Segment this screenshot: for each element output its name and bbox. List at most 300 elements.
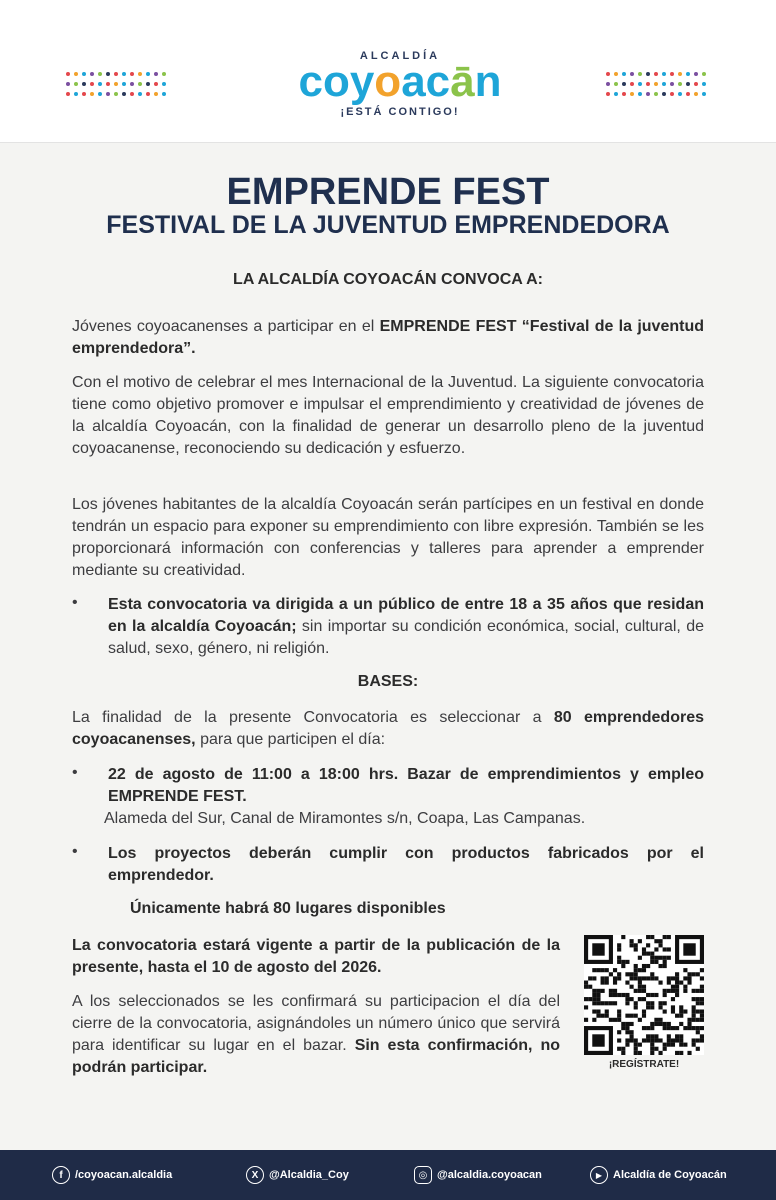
- qr-module: [687, 1051, 691, 1055]
- qr-module: [605, 981, 609, 985]
- qr-module: [621, 1047, 625, 1051]
- qr-module: [646, 1026, 650, 1030]
- qr-module: [654, 976, 658, 980]
- qr-module: [634, 976, 638, 980]
- qr-module: [646, 993, 650, 997]
- registration-qr-code[interactable]: [584, 935, 704, 1055]
- youtube-link[interactable]: [590, 1165, 727, 1185]
- qr-module: [683, 976, 687, 980]
- decorative-dot: [630, 92, 634, 96]
- qr-module: [630, 997, 634, 1001]
- decorative-dot: [694, 92, 698, 96]
- qr-module: [601, 989, 605, 993]
- decorative-dot: [146, 92, 150, 96]
- decorative-dot: [654, 92, 658, 96]
- decorative-dot: [646, 92, 650, 96]
- qr-module: [605, 1001, 609, 1005]
- event-location: Alameda del Sur, Canal de Miramontes s/n, Coapa, Las Campanas.: [104, 810, 586, 827]
- qr-module: [700, 1026, 704, 1030]
- qr-module: [605, 976, 609, 980]
- qr-module: [700, 997, 704, 1001]
- qr-module: [658, 1005, 662, 1009]
- qr-module: [613, 1018, 617, 1022]
- qr-module: [642, 947, 646, 951]
- decorative-dot: [670, 72, 674, 76]
- qr-module: [687, 976, 691, 980]
- qr-module: [654, 947, 658, 951]
- qr-module: [625, 1022, 629, 1026]
- qr-module: [658, 981, 662, 985]
- bases-heading: BASES:: [357, 673, 419, 690]
- decorative-dot: [702, 92, 706, 96]
- qr-module: [675, 1014, 679, 1018]
- qr-module: [683, 943, 695, 955]
- qr-module: [658, 1051, 662, 1055]
- qr-module: [625, 1026, 629, 1030]
- qr-module: [696, 1038, 700, 1042]
- youtube-icon: ▶: [590, 1166, 608, 1184]
- qr-module: [692, 972, 696, 976]
- instagram-icon: ◎: [414, 1166, 432, 1184]
- qr-module: [650, 1005, 654, 1009]
- qr-module: [596, 968, 600, 972]
- decorative-dot: [98, 92, 102, 96]
- qr-module: [642, 997, 646, 1001]
- qr-module: [630, 1034, 634, 1038]
- qr-module: [700, 1001, 704, 1005]
- decorative-dot: [670, 92, 674, 96]
- qr-module: [675, 1038, 679, 1042]
- qr-module: [692, 1026, 696, 1030]
- qr-module: [634, 964, 638, 968]
- instagram-link[interactable]: [414, 1165, 542, 1185]
- qr-module: [605, 1009, 609, 1013]
- qr-module: [584, 1018, 588, 1022]
- qr-module: [679, 1043, 683, 1047]
- qr-module: [609, 1018, 613, 1022]
- qr-module: [630, 985, 634, 989]
- qr-module: [584, 981, 588, 985]
- qr-module: [683, 985, 687, 989]
- decorative-dot: [622, 82, 626, 86]
- qr-module: [650, 1051, 654, 1055]
- qr-module: [596, 989, 600, 993]
- qr-module: [696, 1026, 700, 1030]
- bullet-marker: •: [72, 764, 78, 781]
- qr-module: [667, 1043, 671, 1047]
- decorative-dot: [130, 72, 134, 76]
- qr-module: [692, 1009, 696, 1013]
- qr-module: [650, 1001, 654, 1005]
- qr-module: [621, 993, 625, 997]
- qr-module: [617, 1030, 621, 1034]
- logo-top-text: ALCALDÍA: [359, 50, 441, 62]
- qr-module: [625, 1038, 629, 1042]
- qr-module: [675, 976, 679, 980]
- decorative-dot: [694, 82, 698, 86]
- x-link[interactable]: [246, 1165, 349, 1185]
- decorative-dots-right: [606, 72, 710, 102]
- qr-module: [663, 993, 667, 997]
- qr-module: [650, 1026, 654, 1030]
- qr-module: [667, 976, 671, 980]
- x-handle: @Alcaldia_Coy: [269, 1169, 349, 1181]
- qr-module: [621, 1022, 625, 1026]
- qr-module: [638, 985, 642, 989]
- decorative-dot: [162, 82, 166, 86]
- qr-module: [675, 972, 679, 976]
- qr-module: [646, 1001, 650, 1005]
- qr-module: [650, 993, 654, 997]
- qr-module: [601, 1014, 605, 1018]
- qr-module: [667, 935, 671, 939]
- qr-module: [650, 960, 654, 964]
- qr-module: [625, 1043, 629, 1047]
- qr-module: [696, 1009, 700, 1013]
- decorative-dot: [606, 92, 610, 96]
- decorative-dot: [66, 82, 70, 86]
- qr-module: [658, 943, 662, 947]
- qr-module: [609, 1001, 613, 1005]
- qr-module: [634, 947, 638, 951]
- qr-module: [592, 968, 596, 972]
- decorative-dot: [74, 72, 78, 76]
- qr-module: [621, 1026, 625, 1030]
- decorative-dot: [114, 92, 118, 96]
- decorative-dot: [106, 72, 110, 76]
- decorative-dot: [154, 82, 158, 86]
- decorative-dot: [90, 82, 94, 86]
- qr-module: [634, 1014, 638, 1018]
- page-title: EMPRENDE FEST: [226, 171, 550, 213]
- qr-module: [601, 976, 605, 980]
- qr-module: [609, 972, 613, 976]
- qr-module: [696, 1018, 700, 1022]
- decorative-dot: [686, 82, 690, 86]
- qr-module: [687, 1026, 691, 1030]
- qr-module: [658, 956, 662, 960]
- qr-module: [663, 989, 667, 993]
- qr-module: [663, 1026, 667, 1030]
- youtube-channel: Alcaldía de Coyoacán: [613, 1169, 727, 1181]
- qr-module: [692, 1005, 696, 1009]
- qr-module: [700, 985, 704, 989]
- qr-module: [634, 1001, 638, 1005]
- qr-module: [700, 1009, 704, 1013]
- decorative-dot: [646, 72, 650, 76]
- qr-module: [642, 952, 646, 956]
- qr-module: [679, 1014, 683, 1018]
- qr-module: [692, 1038, 696, 1042]
- qr-module: [596, 993, 600, 997]
- qr-module: [642, 976, 646, 980]
- qr-module: [642, 985, 646, 989]
- qr-module: [634, 968, 638, 972]
- qr-module: [625, 981, 629, 985]
- qr-module: [671, 1043, 675, 1047]
- qr-module: [700, 968, 704, 972]
- decorative-dot: [638, 92, 642, 96]
- qr-module: [646, 1005, 650, 1009]
- qr-module: [646, 935, 650, 939]
- purpose-paragraph: La finalidad de la presente Convocatoria es seleccionar a 80 emprendedores coyoacanenses, para que participen el día:: [72, 709, 705, 748]
- decorative-dot: [686, 92, 690, 96]
- qr-module: [667, 1034, 671, 1038]
- qr-module: [650, 1043, 654, 1047]
- qr-module: [675, 1034, 679, 1038]
- qr-module: [642, 968, 646, 972]
- qr-module: [596, 1009, 600, 1013]
- qr-module: [638, 976, 642, 980]
- convoca-heading: LA ALCALDÍA COYOACÁN CONVOCA A:: [233, 271, 543, 288]
- audience-bullet: Esta convocatoria va dirigida a un público de entre 18 a 35 años que residan en la alcaldía Coyoacán; sin importar su condición económica, social, cultural, de salud, sexo, género, ni religión.: [108, 596, 705, 657]
- qr-module: [654, 993, 658, 997]
- decorative-dot: [98, 82, 102, 86]
- facebook-link[interactable]: [52, 1165, 172, 1185]
- decorative-dot: [646, 82, 650, 86]
- decorative-dot: [670, 82, 674, 86]
- motive-paragraph: Con el motivo de celebrar el mes Internacional de la Juventud. La siguiente convocatoria tiene como objetivo promover e impulsar el emprendimiento y creatividad de jóvenes de la alcaldía Coyoacán, con la finalidad de generar un desarrollo pleno de la juventud coyoacanense, reconociendo su dedicación y esfuerzo.: [72, 374, 704, 457]
- qr-module: [667, 947, 671, 951]
- qr-module: [696, 972, 700, 976]
- qr-module: [667, 989, 671, 993]
- confirmation-paragraph: A los seleccionados se les confirmará su participacion el día del cierre de la convocatoria, asignándoles un número único que servirá para identificar su lugar en el bazar. Sin esta confirmación, no podrán participar.: [72, 993, 560, 1076]
- qr-module: [687, 972, 691, 976]
- decorative-dot: [662, 72, 666, 76]
- qr-module: [592, 943, 604, 955]
- qr-module: [621, 960, 625, 964]
- qr-module: [671, 997, 675, 1001]
- qr-module: [630, 1030, 634, 1034]
- qr-module: [654, 1038, 658, 1042]
- qr-module: [592, 989, 596, 993]
- qr-module: [601, 1001, 605, 1005]
- decorative-dot: [130, 92, 134, 96]
- decorative-dot: [630, 82, 634, 86]
- decorative-dot: [614, 92, 618, 96]
- qr-module: [671, 1026, 675, 1030]
- x-icon: X: [246, 1166, 264, 1184]
- qr-module: [642, 1038, 646, 1042]
- decorative-dot: [654, 72, 658, 76]
- qr-module: [634, 1047, 638, 1051]
- qr-module: [617, 976, 621, 980]
- qr-module: [675, 981, 679, 985]
- qr-module: [621, 1051, 625, 1055]
- qr-module: [650, 935, 654, 939]
- decorative-dot: [138, 72, 142, 76]
- qr-module: [605, 1014, 609, 1018]
- decorative-dot: [154, 72, 158, 76]
- qr-module: [638, 1043, 642, 1047]
- qr-module: [700, 976, 704, 980]
- qr-module: [650, 1038, 654, 1042]
- qr-module: [663, 935, 667, 939]
- qr-module: [638, 989, 642, 993]
- qr-code-graphic: [584, 935, 704, 1055]
- qr-module: [679, 981, 683, 985]
- qr-module: [687, 1018, 691, 1022]
- qr-module: [663, 964, 667, 968]
- qr-module: [654, 1034, 658, 1038]
- qr-module: [592, 1001, 596, 1005]
- qr-module: [634, 943, 638, 947]
- qr-module: [617, 943, 621, 947]
- qr-module: [625, 997, 629, 1001]
- qr-module: [663, 960, 667, 964]
- qr-module: [642, 964, 646, 968]
- qr-module: [601, 968, 605, 972]
- decorative-dot: [122, 72, 126, 76]
- qr-module: [646, 952, 650, 956]
- qr-module: [621, 935, 625, 939]
- decorative-dot: [66, 92, 70, 96]
- qr-module: [687, 1022, 691, 1026]
- qr-module: [634, 1051, 638, 1055]
- qr-module: [646, 943, 650, 947]
- qr-module: [650, 956, 654, 960]
- qr-module: [642, 1026, 646, 1030]
- qr-module: [617, 993, 621, 997]
- qr-module: [638, 956, 642, 960]
- qr-module: [634, 1005, 638, 1009]
- decorative-dot: [90, 72, 94, 76]
- qr-module: [692, 989, 696, 993]
- qr-module: [683, 968, 687, 972]
- qr-module: [658, 1001, 662, 1005]
- qr-module: [638, 968, 642, 972]
- qr-module: [638, 939, 642, 943]
- decorative-dot: [74, 82, 78, 86]
- qr-module: [667, 1038, 671, 1042]
- decorative-dot: [614, 72, 618, 76]
- qr-module: [613, 981, 617, 985]
- decorative-dots-left: [66, 72, 170, 102]
- qr-module: [658, 939, 662, 943]
- decorative-dot: [606, 82, 610, 86]
- qr-module: [625, 972, 629, 976]
- qr-module: [617, 1014, 621, 1018]
- decorative-dot: [122, 92, 126, 96]
- decorative-dot: [106, 92, 110, 96]
- qr-module: [667, 981, 671, 985]
- decorative-dot: [66, 72, 70, 76]
- footer: [0, 1150, 776, 1200]
- qr-module: [642, 1009, 646, 1013]
- decorative-dot: [106, 82, 110, 86]
- decorative-dot: [654, 82, 658, 86]
- qr-module: [625, 960, 629, 964]
- decorative-dot: [138, 92, 142, 96]
- qr-module: [663, 947, 667, 951]
- qr-module: [679, 1051, 683, 1055]
- validity-paragraph: La convocatoria estará vigente a partir de la publicación de la presente, hasta el 10 de agosto del 2026.: [72, 937, 560, 976]
- qr-module: [692, 997, 696, 1001]
- decorative-dot: [162, 92, 166, 96]
- qr-module: [609, 993, 613, 997]
- qr-module: [625, 1001, 629, 1005]
- places-available-note: Únicamente habrá 80 lugares disponibles: [130, 900, 446, 917]
- decorative-dot: [146, 72, 150, 76]
- decorative-dot: [686, 72, 690, 76]
- qr-module: [671, 1038, 675, 1042]
- qr-module: [683, 1043, 687, 1047]
- intro-paragraph: Jóvenes coyoacanenses a participar en el EMPRENDE FEST “Festival de la juventud emprendedora”.: [72, 318, 705, 357]
- qr-module: [696, 997, 700, 1001]
- alcaldia-logo: [280, 50, 520, 118]
- decorative-dot: [638, 72, 642, 76]
- decorative-dot: [622, 72, 626, 76]
- qr-module: [663, 1001, 667, 1005]
- qr-module: [650, 972, 654, 976]
- qr-module: [654, 956, 658, 960]
- facebook-handle: /coyoacan.alcaldia: [75, 1169, 173, 1181]
- qr-module: [700, 1038, 704, 1042]
- decorative-dot: [146, 82, 150, 86]
- qr-module: [638, 997, 642, 1001]
- qr-module: [625, 1030, 629, 1034]
- qr-module: [671, 989, 675, 993]
- qr-module: [625, 1014, 629, 1018]
- qr-module: [646, 964, 650, 968]
- qr-module: [658, 1022, 662, 1026]
- qr-module: [675, 1026, 679, 1030]
- bullet-marker: •: [72, 594, 78, 611]
- qr-module: [658, 1038, 662, 1042]
- qr-module: [638, 981, 642, 985]
- qr-module: [696, 1001, 700, 1005]
- qr-module: [658, 1018, 662, 1022]
- qr-module: [654, 1047, 658, 1051]
- decorative-dot: [606, 72, 610, 76]
- qr-module: [617, 960, 621, 964]
- qr-module: [630, 972, 634, 976]
- qr-module: [605, 968, 609, 972]
- qr-module: [667, 1022, 671, 1026]
- qr-module: [634, 1038, 638, 1042]
- decorative-dot: [662, 92, 666, 96]
- decorative-dot: [114, 82, 118, 86]
- qr-module: [642, 989, 646, 993]
- qr-module: [646, 976, 650, 980]
- qr-module: [617, 1047, 621, 1051]
- qr-module: [592, 976, 596, 980]
- qr-module: [658, 964, 662, 968]
- qr-module: [671, 985, 675, 989]
- decorative-dot: [638, 82, 642, 86]
- instagram-handle: @alcaldia.coyoacan: [437, 1169, 542, 1181]
- qr-module: [696, 989, 700, 993]
- qr-module: [675, 993, 679, 997]
- qr-module: [630, 976, 634, 980]
- qr-module: [700, 1018, 704, 1022]
- qr-module: [675, 989, 679, 993]
- facebook-icon: f: [52, 1166, 70, 1184]
- logo-wordmark: coyoacān: [298, 57, 502, 106]
- qr-module: [625, 993, 629, 997]
- qr-module: [650, 1022, 654, 1026]
- qr-module: [667, 956, 671, 960]
- decorative-dot: [90, 92, 94, 96]
- qr-module: [592, 997, 596, 1001]
- qr-module: [692, 1018, 696, 1022]
- decorative-dot: [122, 82, 126, 86]
- header: [0, 0, 776, 143]
- decorative-dot: [114, 72, 118, 76]
- qr-module: [638, 1018, 642, 1022]
- decorative-dot: [82, 72, 86, 76]
- qr-module: [634, 1043, 638, 1047]
